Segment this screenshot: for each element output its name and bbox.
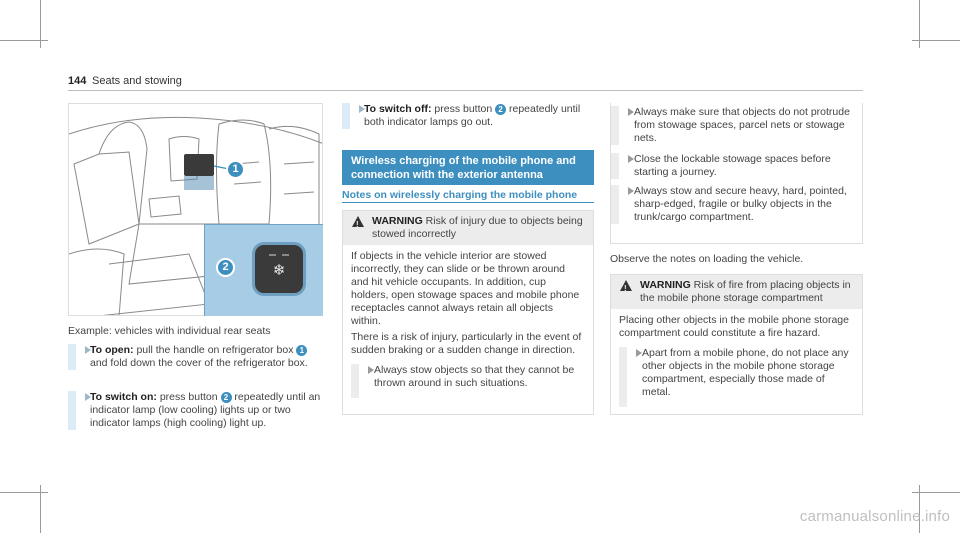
arrow-icon [359,105,365,113]
watermark: carmanualsonline.info [799,508,950,525]
step-text: and fold down the cover of the refrigerator box. [90,357,308,369]
fire-warning-box [610,274,863,415]
arrow-icon [85,346,91,354]
warning-step [611,185,863,224]
section-title: Seats and stowing [92,75,182,87]
warning-step-text: Always stow objects so that they cannot be thrown around in such situations. [374,364,575,389]
warning-label: WARNING [640,279,691,291]
step-text: repeatedly until an indicator lamp (low cooling) lights up or two indicator lamps (high cooling) light up. [90,391,321,429]
step-open [68,344,323,370]
warning-paragraph: There is a risk of injury, particularly in the event of sudden braking or a sudden change in direction. [351,331,582,356]
crop-mark [0,40,48,41]
warning-step [619,347,854,407]
step-switch-on [68,391,323,430]
warning-icon [620,280,632,291]
crop-mark [912,492,960,493]
header-rule [68,90,863,91]
warning-header [611,275,862,309]
warning-title: Risk of injury due to objects being stowed incorrectly [372,215,583,240]
warning-step [611,106,863,145]
warning-icon [352,216,364,227]
page-number: 144 [68,75,87,87]
warning-box-continued [610,103,863,244]
observe-note: Observe the notes on loading the vehicle. [610,253,804,265]
warning-body [343,245,593,398]
warning-paragraph: If objects in the vehicle interior are stowed incorrectly, they can slide or be thrown around and hit vehicle occupants. In addition, cup holders, open stowage spaces and mobile phone receptacles cannot always retain all objects within. [351,250,580,327]
cooling-button [252,242,306,296]
warning-paragraph: Placing other objects in the mobile phone storage compartment could constitute a fire hazard. [619,314,849,339]
warning-step-text: Always make sure that objects do not protrude from stowage spaces, parcel nets or stowage nets. [634,106,850,144]
snowflake-icon: ❄ [272,262,286,279]
step-text: press button [159,391,221,403]
step-label: To switch off: [364,103,432,115]
warning-step [351,364,585,398]
warning-body [611,309,862,407]
warning-box [342,210,594,415]
arrow-icon [85,393,91,401]
page-header [68,75,863,89]
step-switch-off [342,103,594,129]
button-inset [204,224,323,316]
indicator-lamp [282,254,289,256]
step-label: To switch on: [90,391,157,403]
section-heading: Wireless charging of the mobile phone and connection with the exterior antenna [342,150,594,185]
arrow-icon [628,108,634,116]
indicator-lamp [269,254,276,256]
arrow-icon [628,187,634,195]
subheading: Notes on wirelessly charging the mobile phone [342,189,578,201]
number-badge: 2 [221,392,232,403]
arrow-icon [628,155,634,163]
callout-2: 2 [216,258,235,277]
warning-step [611,153,863,179]
number-badge: 1 [296,345,307,356]
figure-caption: Example: vehicles with individual rear seats [68,325,271,337]
step-text: repeatedly until both indicator lamps go out. [364,103,581,128]
subheading-rule [342,202,594,203]
crop-mark [912,40,960,41]
step-text: pull the handle on refrigerator box [136,344,297,356]
warning-label: WARNING [372,215,423,227]
warning-step-text: Always stow and secure heavy, hard, pointed, sharp-edged, fragile or bulky objects in the trunk/cargo compartment. [634,185,847,223]
arrow-icon [368,366,374,374]
number-badge: 2 [495,104,506,115]
step-label: To open: [90,344,134,356]
warning-header [343,211,593,245]
crop-mark [0,492,48,493]
warning-title: Risk of fire from placing objects in the mobile phone storage compartment [640,279,851,304]
step-text: press button [434,103,496,115]
callout-1: 1 [226,160,245,179]
warning-step-text: Apart from a mobile phone, do not place any other objects in the mobile phone storage compartment, especially those made of metal. [642,347,849,398]
arrow-icon [636,349,642,357]
warning-step-text: Close the lockable stowage spaces before starting a journey. [634,153,831,178]
